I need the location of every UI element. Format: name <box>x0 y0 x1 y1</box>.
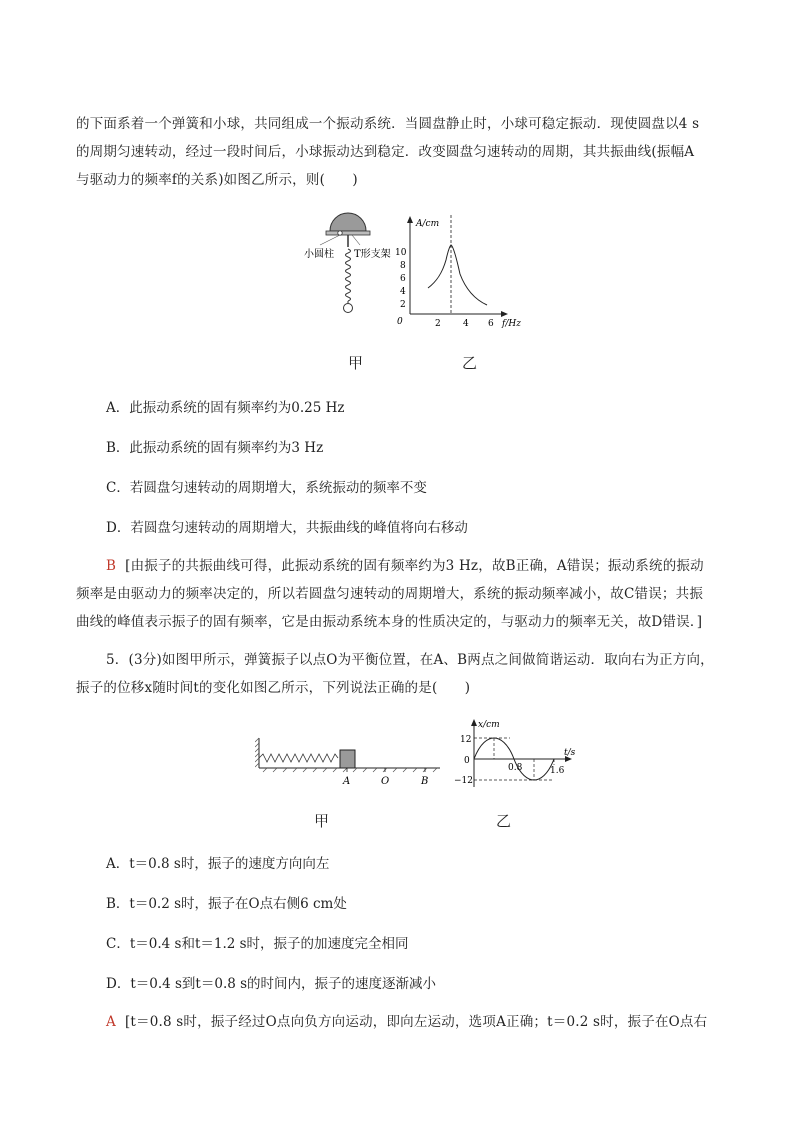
q4-stem-line-3: 与驱动力的频率f的关系)如图乙所示，则( ) <box>76 172 358 188</box>
y-axis-label: A/cm <box>416 219 440 229</box>
q4-explanation-line-1: [由振子的共振曲线可得，此振动系统的固有频率约为3 Hz，故B正确，A错误；振动系统的振动 <box>125 558 704 574</box>
q5-caption-yi: 乙 <box>496 812 512 830</box>
q5-option-a: A．t＝0.8 s时，振子的速度方向向左 <box>106 856 330 872</box>
y-tick-8: 8 <box>400 261 406 271</box>
q4-option-c: C．若圆盘匀速转动的周期增大，系统振动的频率不变 <box>106 480 427 496</box>
oscillator-block <box>340 750 355 768</box>
q5-caption-jia: 甲 <box>314 812 330 830</box>
q5-explanation <box>106 1008 726 1036</box>
small-cylinder <box>338 231 342 235</box>
ground-hatching <box>263 768 437 772</box>
point-o-label: O <box>381 776 390 787</box>
q5-stem-line-2: 振子的位移x随时间t的变化如图乙所示，下列说法正确的是( ) <box>76 680 471 696</box>
t-tick-0-8: 0.8 <box>508 763 523 773</box>
q4-stem-line-2: 的周期匀速转动，经过一段时间后，小球振动达到稳定．改变圆盘匀速转动的周期，其共振曲线(振幅A <box>76 144 695 160</box>
q4-explanation <box>76 552 726 636</box>
t-frame-bar <box>326 231 370 235</box>
wall-hatching <box>255 738 259 767</box>
ball <box>344 304 353 313</box>
q5-figure-yi <box>450 715 590 790</box>
q4-caption-jia: 甲 <box>348 354 364 372</box>
x-axis-label: f/Hz <box>502 319 521 329</box>
y-tick-4: 4 <box>400 287 406 297</box>
x-tick-4: 4 <box>463 319 469 329</box>
point-b-label: B <box>421 776 429 787</box>
q4-caption-yi: 乙 <box>462 354 478 372</box>
q4-figure-yi <box>390 210 530 330</box>
t-tick-1-6: 1.6 <box>550 766 565 776</box>
y-tick-2: 2 <box>400 300 406 310</box>
q4-explanation-line-2: 频率是由驱动力的频率决定的，所以若圆盘匀速转动的周期增大，系统的振动频率减小，故C错误；共振 <box>76 586 704 602</box>
q5-option-b: B．t＝0.2 s时，振子在O点右侧6 cm处 <box>106 896 347 912</box>
q5-option-d: D．t＝0.4 s到t＝0.8 s的时间内，振子的速度逐渐减小 <box>106 976 437 992</box>
label-t-frame: T形支架 <box>354 249 391 260</box>
q4-answer-letter: B <box>106 558 117 574</box>
q5-answer-letter: A <box>106 1014 116 1030</box>
x-tick-2: 2 <box>435 319 441 329</box>
q4-stem <box>76 110 722 194</box>
y-tick-6: 6 <box>400 274 406 284</box>
point-a-label: A <box>343 776 351 787</box>
q4-stem-line-1: 的下面系着一个弹簧和小球，共同组成一个振动系统．当圆盘静止时，小球可稳定振动．现使圆盘以4 s <box>76 116 700 132</box>
q5-option-c: C．t＝0.4 s和t＝1.2 s时，振子的加速度完全相同 <box>106 936 409 952</box>
q4-option-b: B．此振动系统的固有频率约为3 Hz <box>106 440 324 456</box>
origin-label: 0 <box>397 317 403 327</box>
y-tick-neg12: −12 <box>454 776 473 786</box>
q5-explanation-line-1: [t＝0.8 s时，振子经过O点向负方向运动，即向左运动，选项A正确；t＝0.2 s时，振子在O点右 <box>124 1014 708 1030</box>
x-tick-6: 6 <box>488 319 494 329</box>
q5-stem <box>76 646 722 702</box>
y-tick-12: 12 <box>460 735 472 745</box>
q4-explanation-line-3: 曲线的峰值表示振子的固有频率，它是由振动系统本身的性质决定的，与驱动力的频率无关，故D错误．] <box>76 614 703 630</box>
disc <box>330 213 366 231</box>
y-tick-10: 10 <box>395 248 407 258</box>
label-small-cylinder: 小圆柱 <box>304 249 334 260</box>
resonance-curve <box>428 245 487 305</box>
spring <box>346 249 351 301</box>
origin-label: 0 <box>464 756 470 766</box>
q4-option-d: D．若圆盘匀速转动的周期增大，共振曲线的峰值将向右移动 <box>106 520 468 536</box>
q5-figure-jia <box>255 732 445 787</box>
q5-stem-line-1: 5．(3分)如图甲所示，弹簧振子以点O为平衡位置，在A、B两点之间做简谐运动．取向右为正方向， <box>106 652 714 668</box>
spring <box>259 754 338 762</box>
y-axis-label: x/cm <box>478 720 500 730</box>
q4-option-a: A．此振动系统的固有频率约为0.25 Hz <box>106 400 345 416</box>
t-axis-label: t/s <box>564 748 576 758</box>
